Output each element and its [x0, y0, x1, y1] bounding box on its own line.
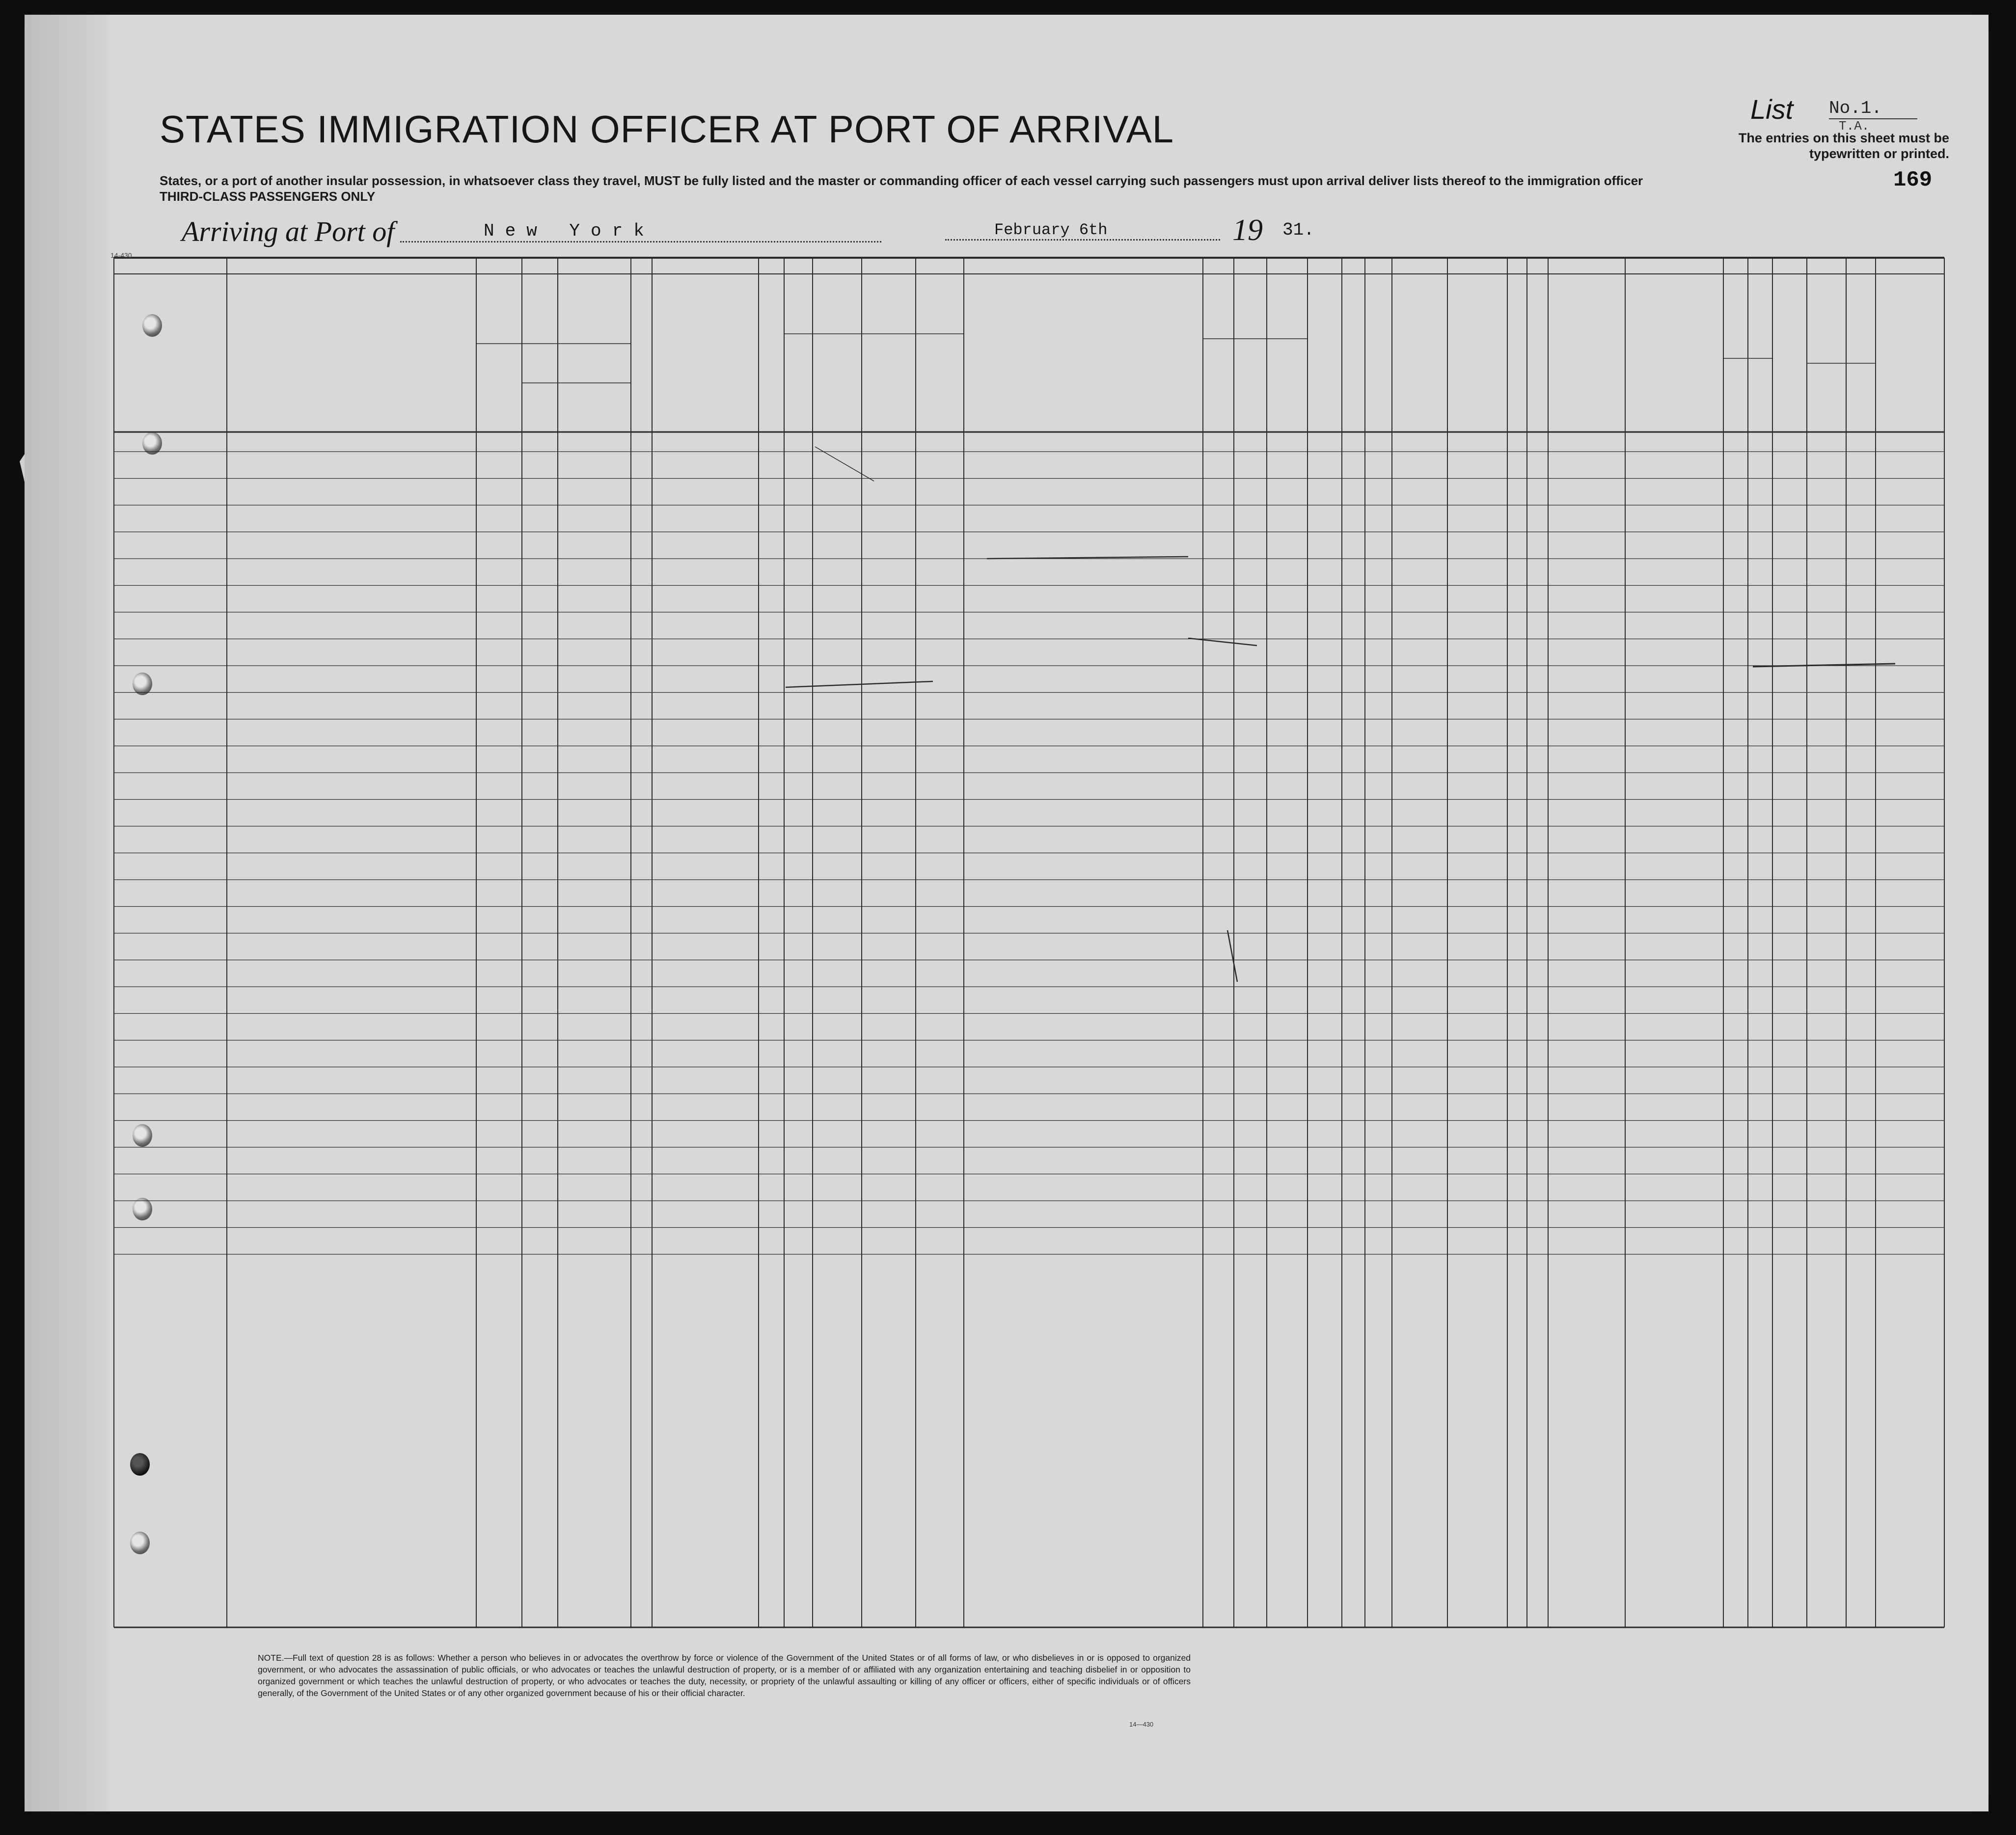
arrival-line [182, 214, 1314, 248]
header-excluded-deported [1509, 299, 1525, 427]
header-arrested-deported [1529, 299, 1546, 427]
list-sub-mark: T.A. [1839, 119, 1870, 134]
footnote-code: 14—430 [1129, 1721, 1154, 1728]
arriving-label: Arriving at Port of [182, 216, 395, 247]
header-ticket [633, 299, 650, 427]
header-polygamist [1344, 299, 1363, 427]
list-label: List [1750, 94, 1794, 125]
passenger-class-label: THIRD-CLASS PASSENGERS ONLY [160, 189, 376, 204]
header-prison [1309, 299, 1340, 427]
year-suffix: 31. [1282, 220, 1314, 240]
header-purpose-return [1205, 344, 1232, 427]
header-money [761, 299, 782, 427]
header-labor-offer [1449, 299, 1505, 427]
year-prefix: 19 [1232, 214, 1263, 247]
bracket-stroke [1227, 930, 1237, 982]
header-anarchist [1367, 299, 1390, 427]
header-purpose-citizen [1269, 344, 1306, 427]
instructions-text: States, or a port of another insular possession, in whatsoever class they travel, MUST be fully listed and the master or commanding officer of each vessel carrying such passengers must upon arrival deliver lists thereof to the immigration officer [160, 173, 1643, 188]
footnote: NOTE.—Full text of question 28 is as follows: Whether a person who believes in or advocates the overthrow by force or violence of the Government of the United States or of all forms of law, or who disbelieves in or is opposed to organized government, or who advocates the assassination of public officials, or who advocates or teaches the unlawful destruction of property, or is a member of or affiliated with any organization entertaining and teaching disbelief in or opposition to organized government or which teaches the unlawful destruction of property, or who advocates or teaches the duty, necessity, or propriety of the unlawful assaulting or killing of any officer or officers, either of specific individuals or of officers generally, of the Government of the United States or of any other organized government because of his or their official character. [258, 1653, 1191, 1698]
pen-stroke [786, 681, 933, 687]
form-mark: 14-430 [110, 251, 132, 259]
page-number: 169 [1893, 168, 1933, 192]
arrival-port: New York [400, 221, 881, 243]
header-question-28 [1394, 299, 1445, 427]
pen-stroke [1188, 638, 1257, 646]
arrival-date: February 6th [945, 221, 1220, 241]
entries-note: The entries on this sheet must be typewritten or printed. [1738, 131, 1949, 161]
list-number: No.1. [1829, 98, 1917, 119]
header-purpose-length [1236, 344, 1265, 427]
header-inches [1751, 366, 1770, 427]
header-feet [1726, 366, 1745, 427]
page-title: STATES IMMIGRATION OFFICER AT PORT OF ARRIVAL [160, 108, 1174, 151]
pen-stroke [1753, 664, 1895, 667]
